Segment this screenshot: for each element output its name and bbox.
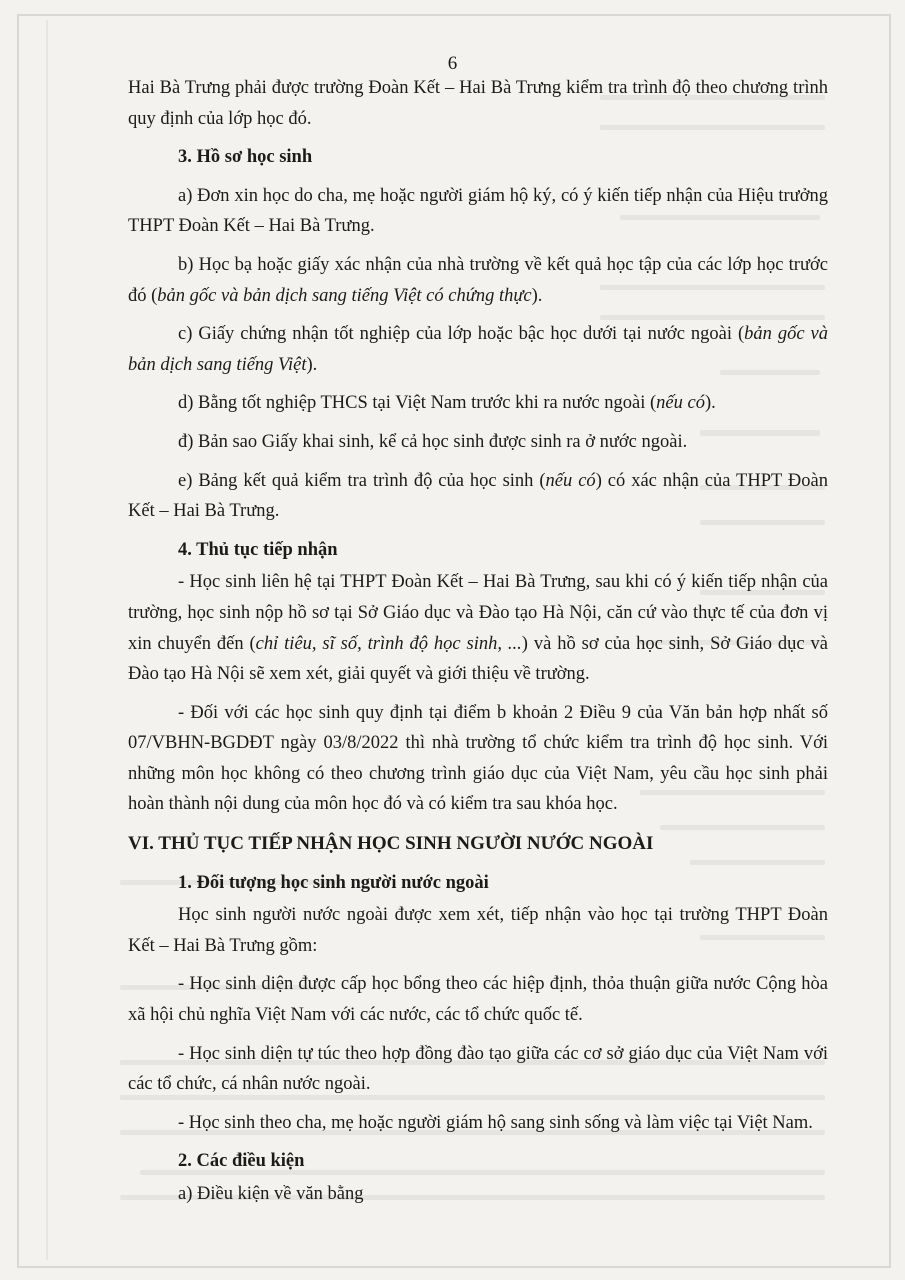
condition-a: a) Điều kiện về văn bằng	[178, 1184, 364, 1204]
eligibility-item-1: - Học sinh diện được cấp học bổng theo các hiệp định, thỏa thuận giữa nước Cộng hòa xã hội chủ nghĩa Việt Nam với các nước, các tổ chức quốc tế.	[128, 974, 828, 1026]
eligibility-item-3: - Học sinh theo cha, mẹ hoặc người giám hộ sang sinh sống và làm việc tại Việt Nam.	[178, 1112, 813, 1133]
document-body	[128, 73, 828, 1210]
heading-cac-dieu-kien: 2. Các điều kiện	[178, 1151, 305, 1172]
heading-doi-tuong: 1. Đối tượng học sinh người nước ngoài	[178, 872, 489, 893]
item-e: e) Bảng kết quả kiểm tra trình độ của học sinh (nếu có) có xác nhận của THPT Đoàn Kết – Hai Bà Trưng.	[128, 470, 828, 522]
item-b: b) Học bạ hoặc giấy xác nhận của nhà trường về kết quả học tập của các lớp học trước đó (bản gốc và bản dịch sang tiếng Việt có chứng thực).	[128, 254, 828, 306]
heading-ho-so-hoc-sinh: 3. Hồ sơ học sinh	[178, 147, 313, 168]
procedure-paragraph-1: - Học sinh liên hệ tại THPT Đoàn Kết – Hai Bà Trưng, sau khi có ý kiến tiếp nhận của trường, học sinh nộp hồ sơ tại Sở Giáo dục và Đào tạo Hà Nội, căn cứ vào thực tế của đơn vị xin chuyển đến (chỉ tiêu, sĩ số, trình độ học sinh, ...) và hồ sơ của học sinh, Sở Giáo dục và Đào tạo Hà Nội sẽ xem xét, giải quyết và giới thiệu về trường.	[128, 572, 828, 685]
heading-thu-tuc-tiep-nhan: 4. Thủ tục tiếp nhận	[178, 539, 338, 560]
paragraph-continuation: Hai Bà Trưng phải được trường Đoàn Kết – Hai Bà Trưng kiểm tra trình độ theo chương trình quy định của lớp học đó.	[128, 78, 828, 129]
item-c: c) Giấy chứng nhận tốt nghiệp của lớp hoặc bậc học dưới tại nước ngoài (bản gốc và bản dịch sang tiếng Việt).	[128, 324, 828, 375]
item-a: a) Đơn xin học do cha, mẹ hoặc người giám hộ ký, có ý kiến tiếp nhận của Hiệu trưởng THPT Đoàn Kết – Hai Bà Trưng.	[128, 185, 828, 237]
item-d: d) Bằng tốt nghiệp THCS tại Việt Nam trước khi ra nước ngoài (nếu có).	[178, 393, 716, 414]
page-number: 6	[447, 53, 458, 74]
eligibility-intro: Học sinh người nước ngoài được xem xét, tiếp nhận vào học tại trường THPT Đoàn Kết – Hai Bà Trưng gồm:	[128, 905, 828, 956]
eligibility-item-2: - Học sinh diện tự túc theo hợp đồng đào tạo giữa các cơ sở giáo dục của Việt Nam với các tổ chức, cá nhân nước ngoài.	[128, 1043, 828, 1095]
item-dd: đ) Bản sao Giấy khai sinh, kể cả học sinh được sinh ra ở nước ngoài.	[178, 431, 688, 452]
section-heading-vi: VI. THỦ TỤC TIẾP NHẬN HỌC SINH NGƯỜI NƯỚC NGOÀI	[128, 833, 654, 855]
procedure-paragraph-2: - Đối với các học sinh quy định tại điểm b khoản 2 Điều 9 của Văn bản hợp nhất số 07/VBHN-BGDĐT ngày 03/8/2022 thì nhà trường tổ chức kiểm tra trình độ học sinh. Với những môn học không có theo chương trình giáo dục của Việt Nam, yêu cầu học sinh phải hoàn thành nội dung của môn học đó và có kiểm tra sau khóa học.	[128, 702, 828, 815]
